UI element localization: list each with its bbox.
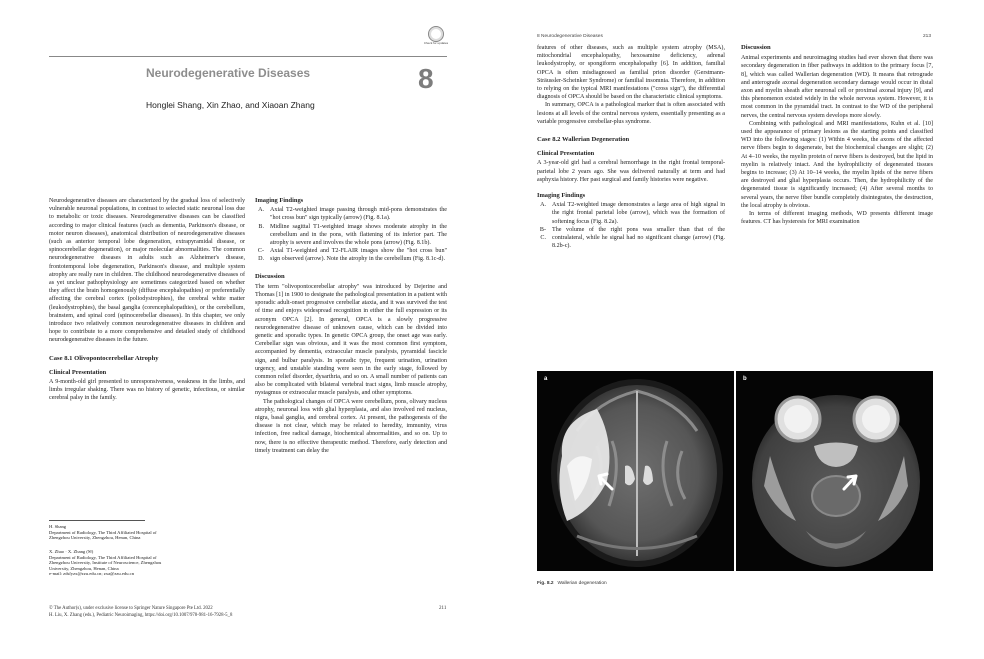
discussion-paragraph: Animal experiments and neuroimaging studies had ever shown that there was secondary degeneration in fiber pathways in addition to the primary focus [7, 8], which was called Wallerian degeneration (WD). It means that retrograde and anterograde axonal degeneration secondary damage would occur in distal axon and myelin sheath after neuronal cell or proximal axonal injury [9], and this phenomenon existed widely in the whole nervous system. However, it is most common in the pyramidal tract. In contrast to the WD of the peripheral nerves, the central nervous system develops more slowly. bbox=[741, 55, 933, 119]
finding-item bbox=[537, 226, 725, 251]
finding-item bbox=[537, 201, 725, 226]
footnote-line: H. Shang bbox=[49, 524, 67, 529]
finding-item bbox=[255, 247, 447, 263]
finding-label: C-D. bbox=[257, 248, 264, 263]
check-for-updates-label: Check for updates bbox=[423, 41, 449, 45]
finding-text: The volume of the right pons was smaller than that of the contralateral, while he signal had no significant change (arrow) (Fig. 8.2b-c). bbox=[552, 226, 725, 250]
body-paragraph: features of other diseases, such as multiple system atrophy (MSA), mitochondrial encephalopathy, hexosamine deficiency, adrenal leukodystrophy, or spongiform encephalopathy [6]. In addition, familial OPCA is often misdiagnosed as familial prion disorder (Gerstmann-Sträussler-Scheinker Syndrome) or familial insomnia. Therefore, in addition to relying on the typical MRI manifestations ("cross sign"), the differential diagnosis of OPCA should be based on the characteristic clinical symptoms. bbox=[537, 45, 725, 101]
mri-axial-t2-image bbox=[537, 371, 734, 571]
figure-caption bbox=[537, 581, 607, 586]
panel-a-label: a bbox=[544, 376, 548, 382]
mri-panel-b bbox=[736, 371, 933, 571]
left-column-1 bbox=[49, 197, 245, 403]
page-number: 211 bbox=[439, 606, 447, 611]
figure-caption-text: Wallerian degeneration bbox=[557, 581, 607, 586]
body-paragraph: In summary, OPCA is a pathological marker that is often associated with lesions at all levels of the central nervous system, essentially presenting as a variable progressive cerebellar-plus syndrome. bbox=[537, 102, 725, 125]
panel-b-label: b bbox=[743, 376, 747, 382]
footnote-line: Zhengzhou University, Zhengzhou, Henan, China bbox=[49, 535, 141, 541]
finding-label: A. bbox=[258, 207, 264, 214]
figure-caption-label: Fig. 8.2 bbox=[537, 581, 554, 586]
running-head: 8 Neurodegenerative Diseases bbox=[537, 34, 603, 39]
imaging-findings-heading: Imaging Findings bbox=[537, 192, 586, 200]
footnote-line: University, Zhengzhou, Henan, China bbox=[49, 565, 119, 571]
discussion-heading: Discussion bbox=[741, 44, 771, 51]
page-number: 213 bbox=[923, 34, 932, 39]
chapter-title: Neurodegenerative Diseases bbox=[146, 66, 311, 80]
case-8-2-title: Case 8.2 Wallerian Degeneration bbox=[537, 136, 630, 144]
right-column-2 bbox=[741, 44, 933, 226]
discussion-paragraph: The term "olivopontocerebellar atrophy" was introduced by Dejerine and Thomas [1] in 1900 to designate the pathological presentation in a patient with sporadic adult-onset progressive cerebellar ataxia, and it was survived the test of time and enjoys widespread recognition in either the full expression or its acronym OPCA [2]. In general, OPCA is a slowly progressive neurodegenerative disease of unknown cause, which can be divided into genetic and sporadic types. In genetic OPCA group, the onset age was early. Cerebellar sign was obvious, and it was the most common first symptom, accompanied by dementia, extraocular muscle paralysis, pyramidal fascicle sign, and bulbar paralysis. In sporadic type, frequent urination, urination urgency, and unstable standing were seen in the early stage, followed by common relief disorder, dysarthria, and so on. A small number of patients can also be complicated with bilateral vertebral tract signs, limb muscle atrophy, nystagmus or extraocular muscle paralysis, and other symptoms. bbox=[255, 283, 447, 397]
finding-item bbox=[255, 206, 447, 222]
clinical-presentation-text: A 3-year-old girl had a cerebral hemorrhage in the right frontal temporal-parietal lobe 2 years ago. She was delivered naturally at term and had asphyxia history. Her past surgical and family histories were negative. bbox=[537, 160, 725, 183]
discussion-heading: Discussion bbox=[255, 272, 285, 280]
footnote-line: Department of Radiology, The Third Affiliated Hospital of bbox=[49, 529, 157, 535]
footnote-line: X. Zhao · X. Zhang (✉) bbox=[49, 549, 94, 554]
finding-text: Midline sagittal T1-weighted image shows moderate atrophy in the cerebellum and in the pons, with flattening of its inferior part. The atrophy is severe and involves the whole pons (arrow) (Fig. 8.1b). bbox=[270, 223, 447, 247]
footnote-email[interactable]: e-mail: zdsfyzx@zzu.edu.cn; zxa@zzu.edu.cn bbox=[49, 571, 134, 577]
chapter-authors: Honglei Shang, Xin Zhao, and Xiaoan Zhang bbox=[146, 100, 315, 110]
citation-line[interactable]: H. Liu, X. Zhang (eds.), Pediatric Neuroimaging, https://doi.org/10.1007/978-981-16-7928-5_8 bbox=[49, 613, 233, 618]
right-page bbox=[492, 0, 984, 659]
chapter-rule bbox=[49, 56, 447, 57]
intro-paragraph: Neurodegenerative diseases are characterized by the gradual loss of selectively vulnerable neuronal populations, in contrast to selected static neuronal loss due to metabolic or toxic diseases. Neurodegenerative diseases can be classified according to major clinical features (such as dementia, Parkinson's disease, or motor neuron diseases), anatomical distribution of neurodegenerative diseases (such as anterior temporal lobe degeneration, extrapyramidal disease, or spinocerebellar degeneration), or major molecular abnormalities. The common neurodegenerative diseases in adults such as Alzheimer's disease, frontotemporal lobe degeneration, Parkinson's disease, and multiple system atrophy are really rare in children. The childhood neurodegenerative diseases of as yet unclear pathophysiology are sometimes categorized based on whether they affect the brain homogenously (diffuse encephalopathies) or preferentially affecting the cerebral cortex (poliodystrophies), the cerebral white matter (leukodystrophies), the basal ganglia (corencephalopathies), or the cerebellum, brainstem, and spinal cord (spinocerebellar diseases). In this chapter, we only introduce two relatively common neurodegenerative diseases in children and hope to contribute to a more comprehensive and detailed study of childhood neurodegenerative diseases in the future. bbox=[49, 198, 245, 344]
discussion-paragraph: In terms of different imaging methods, WD presents different image features. CT has hysteresis for MRI examination bbox=[741, 211, 933, 226]
mri-panel-a bbox=[537, 371, 734, 571]
finding-label: B. bbox=[258, 223, 264, 230]
clinical-presentation-heading: Clinical Presentation bbox=[537, 150, 595, 158]
check-for-updates-icon bbox=[428, 26, 444, 42]
figure-8-2 bbox=[537, 371, 933, 571]
footnote-line: Zhengzhou University, Institute of Neuroscience, Zhengzhou bbox=[49, 560, 162, 566]
footnote-rule bbox=[49, 520, 145, 521]
footnote-line: Department of Radiology, The Third Affiliated Hospital of bbox=[49, 554, 157, 560]
finding-item bbox=[255, 223, 447, 248]
case-8-1-title: Case 8.1 Olivopontocerebellar Atrophy bbox=[49, 354, 159, 362]
chapter-number: 8 bbox=[418, 63, 434, 94]
discussion-paragraph: Combining with pathological and MRI manifestations, Kuhn et al. [10] used the appearance of primary lesions as the starting points and classified WD into the following stages: (1) Within 4 weeks, the axons of the affected nerve fibers begin to degenerate, but the biochemical changes are slight; (2) At 4–10 weeks, the myelin protein of nerve fibers is destroyed, but the lipid in myelin is relatively intact. And the hydrophilicity of degenerated tissues begins to increase; (3) At 10–14 weeks, the myelin lipids of the nerve fibers are destroyed and glial hyperplasia occurs. Then, the hydrophilicity of the degenerated tissue is significantly increased; (4) After several months to several years, the nerve fiber bundle completely disintegrates, the destruction, the local atrophy is obvious. bbox=[741, 120, 933, 209]
affiliation-footnote bbox=[49, 549, 249, 577]
imaging-findings-heading: Imaging Findings bbox=[255, 197, 304, 204]
right-column-1 bbox=[537, 44, 725, 250]
finding-text: Axial T2-weighted image demonstrates a large area of high signal in the right frontal parietal lobe (arrow), which was the formation of softening focus (Fig. 8.2a). bbox=[552, 202, 725, 225]
clinical-presentation-text: A 9-month-old girl presented to unresponsiveness, weakness in the limbs, and limbs irregular shaking. There was no history of genetic, infectious, or similar cerebral palsy in the family. bbox=[49, 379, 245, 402]
finding-text: Axial T1-weighted and T2-FLAIR images show the "hot cross bun" sign observed (arrow). Note the atrophy in the cerebellum (Fig. 8.1c-d). bbox=[270, 248, 447, 263]
finding-text: Axial T2-weighted image passing through mid-pons demonstrates the "hot cross bun" sign typically (arrow) (Fig. 8.1a). bbox=[270, 207, 447, 222]
copyright-line: © The Author(s), under exclusive license to Springer Nature Singapore Pte Ltd. 2022 bbox=[49, 606, 213, 611]
left-column-2 bbox=[255, 197, 447, 455]
affiliation-footnote bbox=[49, 524, 249, 541]
clinical-presentation-heading: Clinical Presentation bbox=[49, 368, 107, 376]
finding-label: A. bbox=[540, 202, 546, 209]
mri-axial-pons-image bbox=[736, 371, 933, 571]
check-for-updates-badge[interactable] bbox=[423, 26, 449, 50]
discussion-paragraph: The pathological changes of OPCA were cerebellum, pons, olivary nucleus atrophy, neuronal loss with glial hyperplasia, and also involved red nucleus, nigra, basal ganglia, and cerebral cortex. At present, the pathogenesis of the disease is not clear, which may be related to heredity, immunity, virus infection, free radical damage, biochemical abnormalities, and so on. Up to now, there is no effective therapeutic method. Therefore, early detection and timely treatment can delay the bbox=[255, 398, 447, 454]
finding-label: B-C. bbox=[539, 226, 546, 242]
